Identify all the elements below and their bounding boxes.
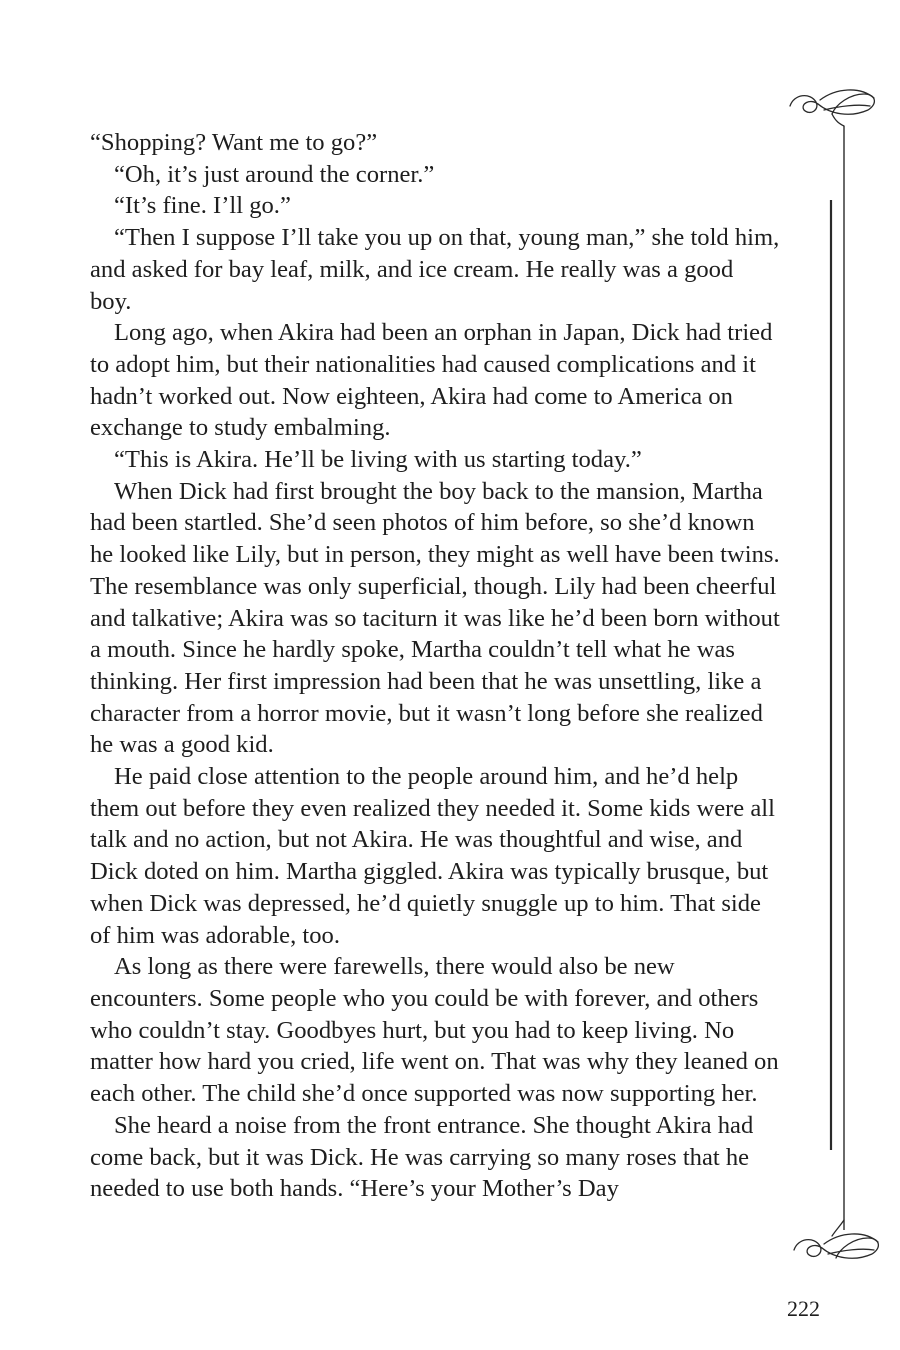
bottom-flourish-icon xyxy=(794,1220,878,1258)
page-number: 222 xyxy=(787,1296,820,1321)
paragraph: Long ago, when Akira had been an orphan in Japan, Dick had tried to adopt him, but their nationalities had caused complications and it hadn’t worked out. Now eighteen, Akira had come to America on exchange to study embalming. xyxy=(90,319,773,442)
flourish-border-ornament xyxy=(780,70,890,1290)
paragraph: “Oh, it’s just around the corner.” xyxy=(114,160,435,188)
page-body-text xyxy=(90,127,780,1205)
paragraph: She heard a noise from the front entrance. She thought Akira had come back, but it was Dick. He was carrying so many roses that he needed to use both hands. “Here’s your Mother’s Day xyxy=(90,1111,754,1203)
paragraph: He paid close attention to the people around him, and he’d help them out before they even realized they needed it. Some kids were all talk and no action, but not Akira. He was thoughtful and wise, and Dick doted on him. Martha giggled. Akira was typically brusque, but when Dick was depressed, he’d quietly snuggle up to him. That side of him was adorable, too. xyxy=(90,763,775,949)
paragraph: “It’s fine. I’ll go.” xyxy=(114,192,291,220)
paragraph: “Shopping? Want me to go?” xyxy=(90,129,378,156)
paragraph: When Dick had first brought the boy back to the mansion, Martha had been startled. She’d seen photos of him before, so she’d known he looked like Lily, but in person, they might as well have been twins. The resemblance was only superficial, though. Lily had been cheerful and talkative; Akira was so taciturn it was like he’d been born without a mouth. Since he hardly spoke, Martha couldn’t tell what he was thinking. Her first impression had been that he was unsettling, like a character from a horror movie, but it wasn’t long before she realized he was a good kid. xyxy=(90,477,780,759)
top-flourish-icon xyxy=(790,90,874,126)
paragraph: As long as there were farewells, there would also be new encounters. Some people who you could be with forever, and others who couldn’t stay. Goodbyes hurt, but you had to keep living. No matter how hard you cried, life went on. That was why they leaned on each other. The child she’d once supported was now supporting her. xyxy=(90,953,779,1108)
paragraph: “This is Akira. He’ll be living with us starting today.” xyxy=(114,446,642,474)
paragraph: “Then I suppose I’ll take you up on that, young man,” she told him, and asked for bay leaf, milk, and ice cream. He really was a good boy. xyxy=(90,224,780,315)
